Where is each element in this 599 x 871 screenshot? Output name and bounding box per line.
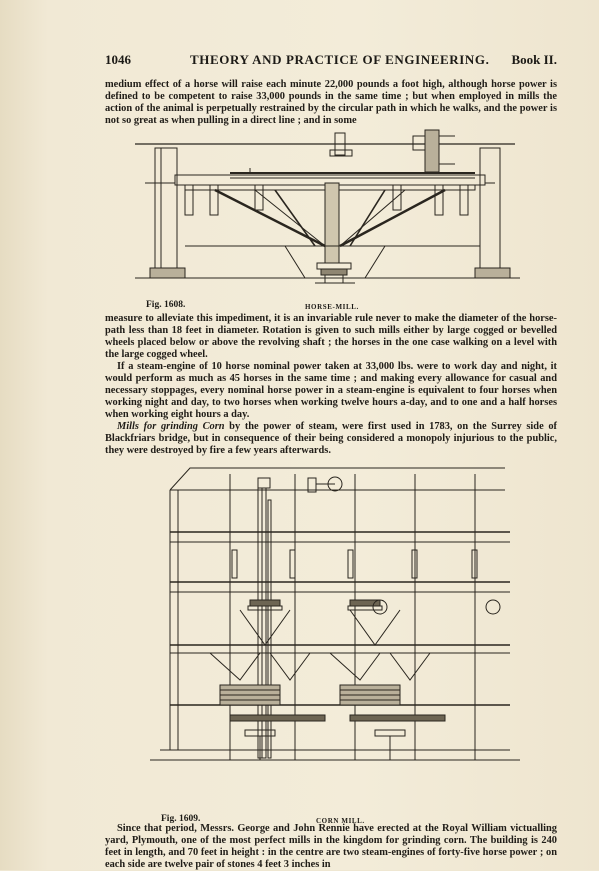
paragraph-top-text: medium effect of a horse will raise each minute 22,000 pounds a foot high, although horse power is defined to be competent to raise 33,000 pounds in the same time ; but when employed in mills the action of the animal is perpetually restrained by the circular path in which he walks, and the power is not so great as when pulling in a direct line ; and in some	[105, 79, 557, 127]
page-number: 1046	[105, 52, 131, 67]
paragraph-bottom-text: Since that period, Messrs. George and John Rennie have erected at the Royal William victualling yard, Plymouth, one of the most perfect mills in the kingdom for grinding corn. The building is 240 feet in length, and 70 feet in height : in the centre are two steam-engines of forty-five horse power ; on each side are twelve pair of stones 4 feet 3 inches in	[105, 823, 557, 871]
paragraph-3	[105, 361, 557, 421]
paragraph-top	[105, 79, 557, 127]
paragraph-2-text: measure to alleviate this impediment, it is an invariable rule never to make the diameter of the horse-path less than 18 feet in diameter. Rotation is given to such mills either by large cogged or bevelled wheels placed below or above the revolving shaft ; the horses in the one case walking on a level with the large cogged wheel.	[105, 313, 557, 361]
running-title: THEORY AND PRACTICE OF ENGINEERING.	[190, 52, 490, 67]
horse-mill-figure	[135, 128, 530, 300]
corn-mill-figure	[150, 460, 520, 805]
corn-mill-heading: Mills for grinding Corn	[117, 421, 225, 432]
paragraph-3-text: If a steam-engine of 10 horse nominal power taken at 33,000 lbs. were to work day and night, it would perform as much as 45 horses in the same time ; and making every allowance for casual and necessary stoppages, every nominal horse power in a steam-engine is equivalent to four horses when working night and day, to two horses when working twelve hours a-day, and to one and a half horses when working eight hours a day.	[105, 361, 557, 421]
figure-1608-number: Fig. 1608.	[146, 300, 186, 310]
figure-1608-title-wrap	[305, 296, 359, 314]
paragraph-bottom	[105, 823, 557, 871]
paragraph-2	[105, 313, 557, 361]
figure-1608-title: HORSE-MILL.	[305, 303, 359, 311]
figure-1609-number: Fig. 1609.	[161, 814, 201, 824]
page-header	[105, 52, 557, 68]
paragraph-4-text	[105, 421, 557, 457]
book-label: Book II.	[511, 52, 557, 67]
paragraph-4	[105, 421, 557, 457]
figure-1608-caption	[146, 294, 185, 312]
paragraph-4-rest: by the power of steam, were first used in 1783, on the Surrey side of Blackfriars bridge, but in consequence of their being considered a monopoly injurious to the public, they were destroyed by fire a few years afterwards.	[105, 421, 557, 457]
figure-1609-title: CORN MILL.	[316, 817, 365, 825]
